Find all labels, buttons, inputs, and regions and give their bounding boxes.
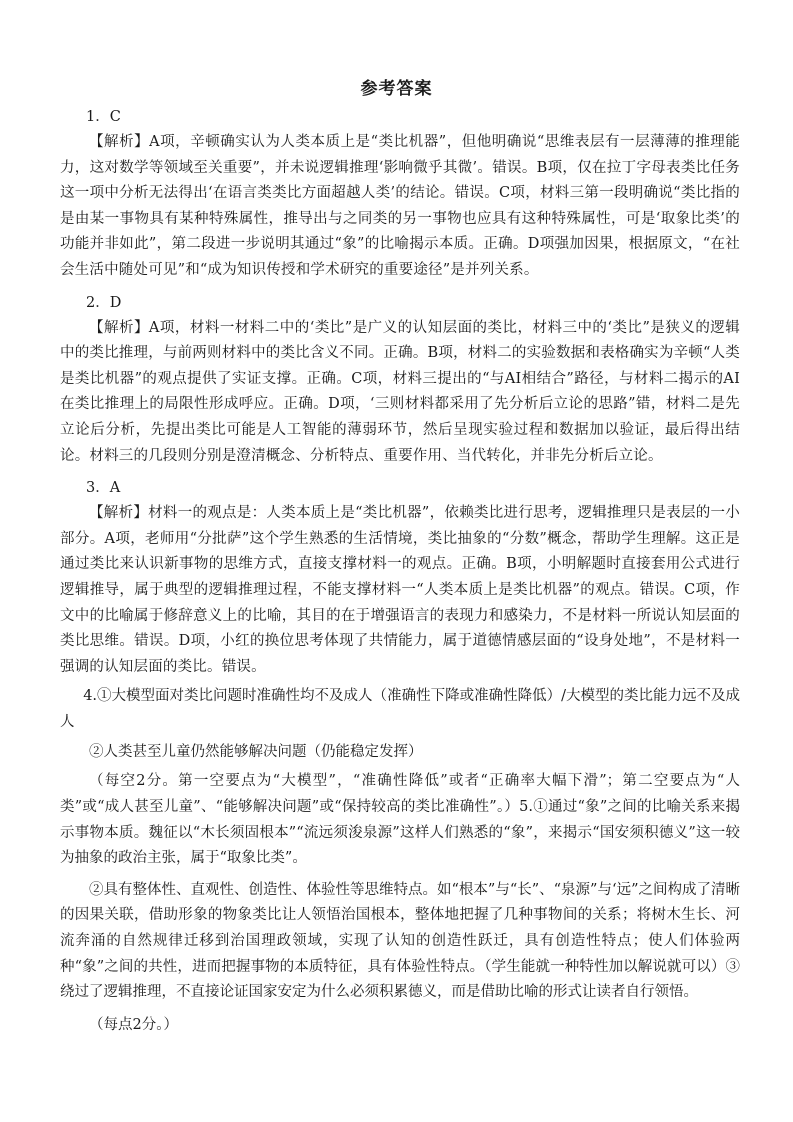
q2-number: 2．D xyxy=(86,294,122,311)
q1-analysis: 【解析】A项，辛顿确实认为人类本质上是“类比机器”，但他明确说“思维表层有一层薄薄的推理能力，这对数学等领域至关重要”，并未说逻辑推理‘影响微乎其微’。错误。B项，仅在拉丁字母表类比任务这一项中分析无法得出‘在语言类类比方面超越人类’的结论。错误。C项，材料三第一段明确说“类比指的是由某一事物具有某种特殊属性，推导出与之同类的另一事物也应具有这种特殊属性，可是‘取象比类’的功能并非如此”，第二段进一步说明其通过“象”的比喻揭示本质。正确。D项强加因果，根据原文，“在社会生活中随处可见”和“成为知识传授和学术研究的重要途径”是并列关系。 xyxy=(60,134,740,278)
answer-content xyxy=(60,104,740,1038)
q5-points-2-3: ②具有整体性、直观性、创造性、体验性等思维特点。如“根本”与“长”、“泉源”与‘远”之间构成了清晰的因果关联，借助形象的物象类比让人领悟治国根本，整体地把握了几种事物间的关系；将树木生长、河流奔涌的自然规律迁移到治国理政领域，实现了认知的创造性跃迁，具有创造性特点；使人们体验两种“象”之间的共性，进而把握事物的本质特征，具有体验性特点。（学生能就一种特性加以解说就可以）③绕过了逻辑推理，不直接论证国家安定为什么必须积累德义，而是借助比喻的形式让读者自行领悟。 xyxy=(60,881,740,1001)
q4-scoring-and-q5-point-1: （每空2分。第一空要点为“大模型”，“准确性降低”或者“正确率大幅下滑”；第二空要点为“人类”或“成人甚至儿童”、“能够解决问题”或“保持较高的类比准确性”。）5.①通过“象”之间的比喻关系来揭示事物本质。魏征以“木长须固根本”“流远须浚泉源”这样人们熟悉的“象”，来揭示“国安须积德义”这一较为抽象的政治主张，属于“取象比类”。 xyxy=(60,773,740,867)
q2-analysis: 【解析】A项，材料一材料二中的‘类比”是广义的认知层面的类比，材料三中的‘类比”是狭义的逻辑中的类比推理，与前两则材料中的类比含义不同。正确。B项，材料二的实验数据和表格确实为辛顿“人类是类比机器”的观点提供了实证支撑。正确。C项，材料三提出的“与AI相结合”路径，与材料二揭示的AI在类比推理上的局限性形成呼应。正确。D项，‘三则材料都采用了先分析后立论的思路”错，材料二是先立论后分析，先提出类比可能是人工智能的薄弱环节，然后呈现实验过程和数据加以验证，最后得出结论。材料三的几段则分别是澄清概念、分析特点、重要作用、当代转化，并非先分析后立论。 xyxy=(60,319,740,464)
q3-analysis: 【解析】材料一的观点是：人类本质上是“类比机器”，依赖类比进行思考，逻辑推理只是表层的一小部分。A项，老师用“分批萨”这个学生熟悉的生活情境，类比抽象的“分数”概念，帮助学生理解。这正是通过类比来认识新事物的思维方式，直接支撑材料一的观点。正确。B项，小明解题时直接套用公式进行逻辑推导，属于典型的逻辑推理过程，不能支撑材料一“人类本质上是类比机器”的观点。错误。C项，作文中的比喻属于修辞意义上的比喻，其目的在于增强语言的表现力和感染力，不是材料一所说认知层面的类比思维。错误。D项，小红的换位思考体现了共情能力，属于道德情感层面的“设身处地”，不是材料一强调的认知层面的类比。错误。 xyxy=(60,505,740,675)
q3-number: 3．A xyxy=(86,480,121,497)
page-title: 参考答案 xyxy=(360,79,433,99)
q4-point-2: ②人类甚至儿童仍然能够解决问题（仍能稳定发挥） xyxy=(89,744,423,761)
q5-scoring: （每点2分。） xyxy=(89,1016,178,1033)
q1-number: 1．C xyxy=(86,109,121,125)
q4-point-1: 4.①大模型面对类比问题时准确性均不及成人（准确性下降或准确性降低）/大模型的类比能力远不及成人 xyxy=(60,688,740,730)
